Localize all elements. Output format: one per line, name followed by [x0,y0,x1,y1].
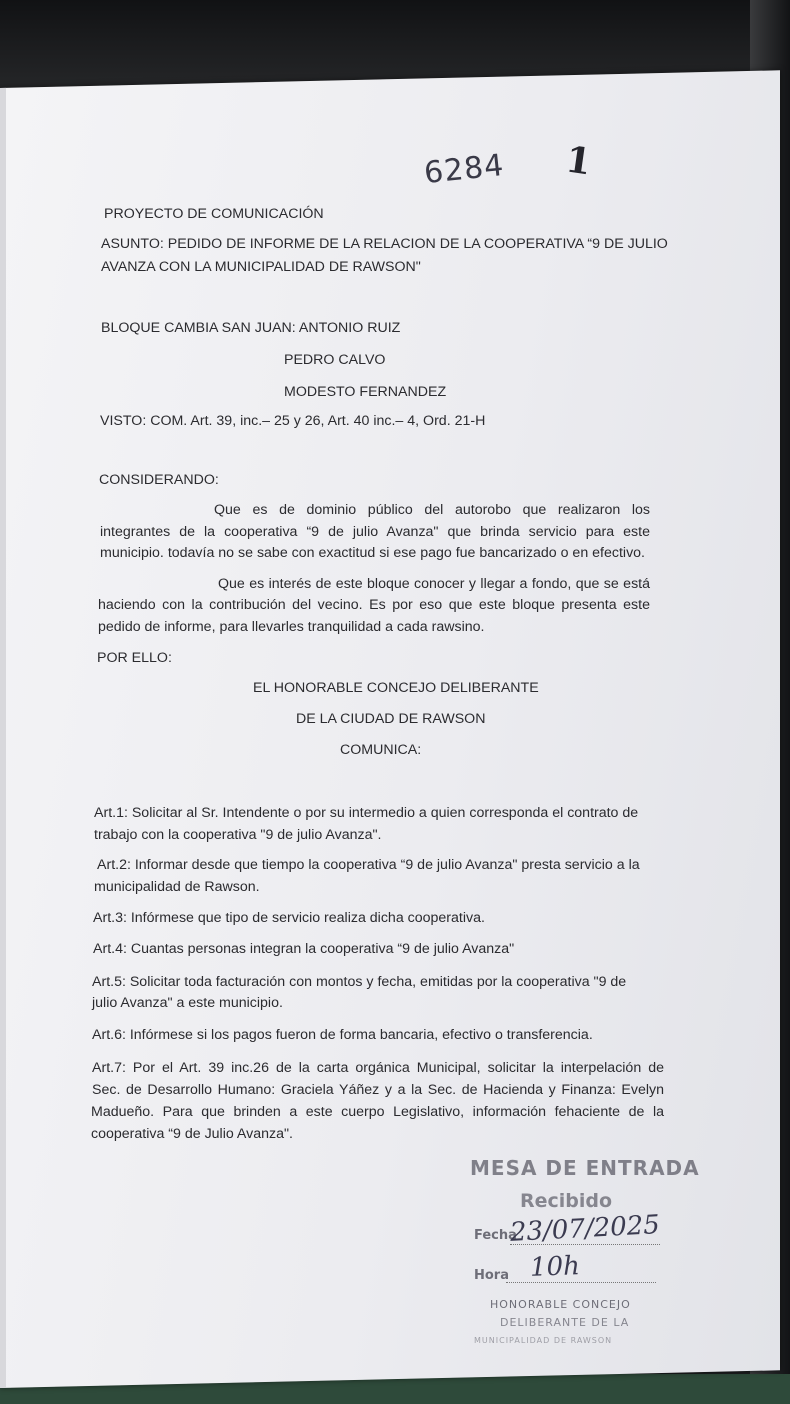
bloc-member: MODESTO FERNANDEZ [284,384,447,400]
bloc-name: BLOQUE CAMBIA SAN JUAN: ANTONIO RUIZ [101,320,401,336]
article-1: trabajo con la cooperativa "9 de julio Avanza". [94,827,382,843]
stamp-hora-label: Hora [474,1268,509,1283]
article-6: Art.6: Infórmese si los pagos fueron de forma bancaria, efectivo o transferencia. [92,1027,593,1043]
corner-mark: 1 [563,138,594,184]
council-heading: DE LA CIUDAD DE RAWSON [296,711,486,727]
stamp-fecha-label: Fecha [474,1228,517,1243]
article-3: Art.3: Infórmese que tipo de servicio realiza dicha cooperativa. [93,910,485,926]
stamp-received: Recibido [520,1190,613,1212]
para2-line: pedido de informe, para llevarles tranquilidad a cada rawsino. [98,619,485,635]
council-heading: COMUNICA: [340,742,422,758]
stamp-footer: MUNICIPALIDAD DE RAWSON [474,1336,613,1345]
article-7: cooperativa “9 de Julio Avanza". [91,1126,293,1142]
stamp-header: MESA DE ENTRADA [470,1156,700,1180]
stamp-time: 10h [529,1251,581,1283]
para1-line: integrantes de la cooperativa “9 de julio Avanza" que brinda servicio para este [100,524,650,540]
article-7: Sec. de Desarrollo Humano: Graciela Yáñez y a la Sec. de Hacienda y Finanza: Evelyn [92,1082,664,1098]
doc-title: PROYECTO DE COMUNICACIÓN [104,206,324,222]
article-1: Art.1: Solicitar al Sr. Intendente o por su intermedio a quien corresponda el contrato de [94,805,639,821]
article-4: Art.4: Cuantas personas integran la cooperativa “9 de julio Avanza" [93,941,515,957]
para2-line: haciendo con la contribución del vecino. Es por eso que este bloque presenta este [98,597,650,613]
article-5: julio Avanza" a este municipio. [92,995,283,1011]
visto-line: VISTO: COM. Art. 39, inc.– 25 y 26, Art. 40 inc.– 4, Ord. 21-H [100,413,486,429]
subject-line: ASUNTO: PEDIDO DE INFORME DE LA RELACION DE LA COOPERATIVA “9 DE JULIO [101,236,668,252]
stamp-date: 23/07/2025 [509,1210,661,1248]
subject-line: AVANZA CON LA MUNICIPALIDAD DE RAWSON" [101,259,421,275]
article-2: Art.2: Informar desde que tiempo la cooperativa “9 de julio Avanza" presta servicio a la [97,857,640,873]
para2-line: Que es interés de este bloque conocer y llegar a fondo, que se está [218,576,650,592]
para1-line: municipio. todavía no se sabe con exactitud si ese pago fue bancarizado o en efectivo. [100,545,645,561]
stamp-footer: HONORABLE CONCEJO [490,1298,631,1311]
article-7: Art.7: Por el Art. 39 inc.26 de la carta orgánica Municipal, solicitar la interpelación de [92,1060,664,1076]
article-2: municipalidad de Rawson. [94,879,260,895]
file-number: 6284 [422,147,506,192]
article-5: Art.5: Solicitar toda facturación con montos y fecha, emitidas por la cooperativa "9 de [92,974,627,990]
council-heading: EL HONORABLE CONCEJO DELIBERANTE [253,680,539,696]
article-7: Madueño. Para que brinden a este cuerpo Legislativo, información fehaciente de la [91,1104,664,1120]
considerando-heading: CONSIDERANDO: [99,472,219,488]
por-ello: POR ELLO: [97,650,172,666]
para1-line: Que es de dominio público del autorobo que realizaron los [214,502,650,518]
bloc-member: PEDRO CALVO [284,352,386,368]
stamp-time-line [506,1282,656,1283]
stamp-footer: DELIBERANTE DE LA [500,1316,630,1329]
